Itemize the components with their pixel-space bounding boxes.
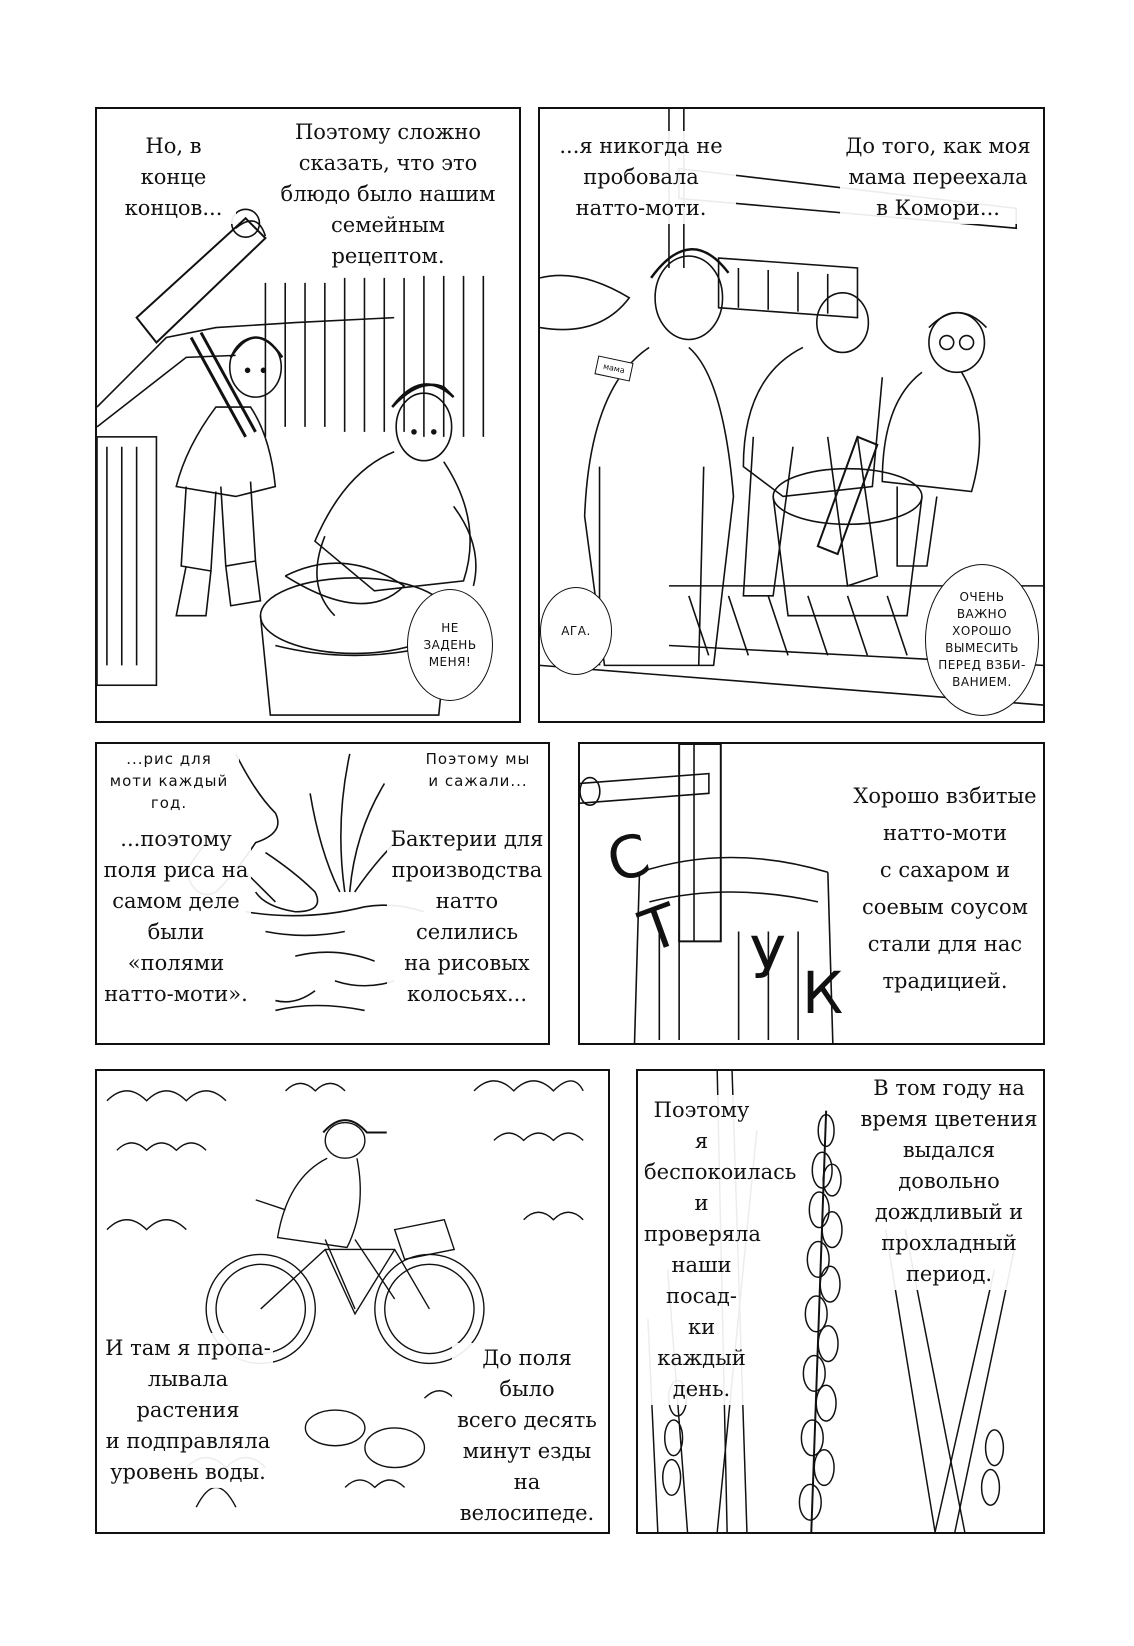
caption-fields-of-natto-mochi: ...поэтому поля риса на самом деле были «полями натто-моти». bbox=[101, 824, 251, 1010]
panel-4 bbox=[578, 742, 1045, 1045]
sfx-letter-k: К bbox=[802, 959, 844, 1027]
caption-weeding: И там я пропа- лывала растения и подправляла уровень воды. bbox=[103, 1333, 273, 1488]
speech-bubble-knead-before-pounding: ОЧЕНЬ ВАЖНО ХОРОШО ВЫМЕСИТЬ ПЕРЕД ВЗБИ- ВАНИЕМ. bbox=[925, 564, 1039, 716]
panel-5 bbox=[95, 1069, 610, 1534]
sfx-letter-s: С bbox=[599, 819, 657, 897]
caption-never-tried: ...я никогда не пробовала натто-моти. bbox=[546, 131, 736, 224]
sfx-letter-u: У bbox=[750, 924, 786, 992]
caption-hard-to-say: Поэтому сложно сказать, что это блюдо было нашим семейным рецептом. bbox=[273, 117, 503, 272]
caption-so-we-planted: Поэтому мы и сажали... bbox=[413, 748, 543, 792]
sfx-letter-t: Т bbox=[631, 889, 688, 967]
caption-tradition: Хорошо взбитые натто-моти с сахаром и соевым соусом стали для нас традицией. bbox=[850, 778, 1040, 1000]
caption-checked-every-day: Поэтому я беспокоилась и проверяла наши посад- ки каждый день. bbox=[644, 1095, 759, 1405]
caption-ten-minutes-by-bike: До поля было всего десять минут езды на велосипеде. bbox=[452, 1343, 602, 1529]
speech-bubble-dont-hit-me: НЕ ЗАДЕНЬ МЕНЯ! bbox=[407, 589, 493, 701]
name-tag-mama: мама bbox=[594, 355, 633, 381]
caption-rainy-period: В том году на время цветения выдался довольно дождливый и прохладный период. bbox=[858, 1073, 1040, 1290]
caption-before-mom-moved: До того, как моя мама переехала в Комори... bbox=[840, 131, 1036, 224]
panel-3 bbox=[95, 742, 550, 1045]
panel-2 bbox=[538, 107, 1045, 723]
caption-but-in-the-end: Но, в конце концов... bbox=[111, 131, 236, 224]
caption-bacteria-on-rice: Бактерии для производства натто селились на рисовых колосьях... bbox=[387, 824, 547, 1010]
panel-6 bbox=[636, 1069, 1045, 1534]
speech-bubble-aga: АГА. bbox=[540, 587, 612, 675]
panel-1 bbox=[95, 107, 521, 723]
caption-rice-for-mochi: ...рис для моти каждый год. bbox=[99, 748, 239, 814]
